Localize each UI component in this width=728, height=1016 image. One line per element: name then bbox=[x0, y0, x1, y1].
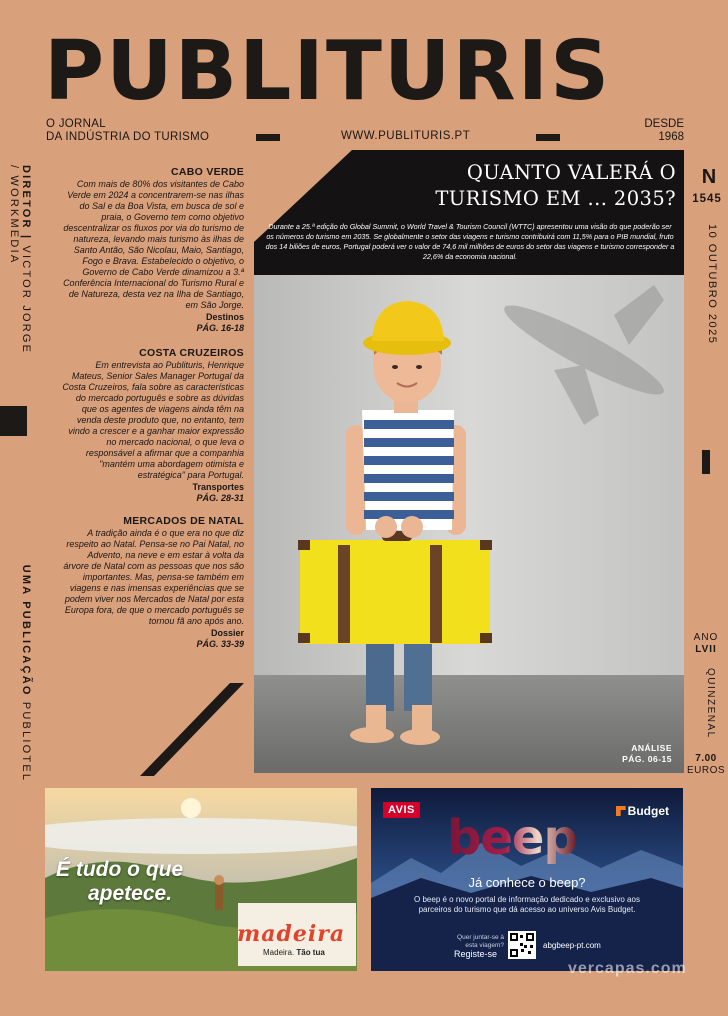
website-link[interactable]: WWW.PUBLITURIS.PT bbox=[341, 130, 471, 142]
budget-logo bbox=[616, 804, 669, 818]
tagline-line-1: O JORNAL bbox=[46, 118, 106, 130]
masthead-tagline bbox=[46, 118, 209, 144]
article-cabo-verde[interactable] bbox=[62, 167, 244, 334]
tagline-line-2: DA INDÚSTRIA DO TURISMO bbox=[46, 131, 210, 143]
decorative-slash bbox=[140, 683, 260, 776]
publication-label: UMA PUBLICAÇÃO bbox=[20, 564, 32, 697]
since-label: DESDE bbox=[644, 118, 684, 130]
madeira-tag-prefix: Madeira. bbox=[263, 948, 295, 957]
article-body: Com mais de 80% dos visitantes de Cabo Verde em 2024 a concentrarem-se nas ilhas do Sal e da Boa Vista, em busca de sol e praia, o Governo tem como objetivo descentralizar os fluxos por via do turismo de natureza, levando mais turismo às ilhas de Santo Antão, São Nicolau, Maio, Santiago, Fogo e Brava. Estabelecido o objetivo, o Governo de Cabo Verde dinamizou a 3.ª Conferência Internacional do Turismo Rural e de Natureza, desta vez na Ilha de Santiago, em São Jorge. bbox=[63, 179, 244, 310]
price-currency: EUROS bbox=[686, 765, 726, 776]
budget-icon bbox=[616, 806, 626, 816]
article-section: Destinos bbox=[205, 312, 244, 322]
article-section: Transportes bbox=[192, 482, 244, 492]
madeira-slogan bbox=[56, 858, 183, 906]
masthead-dash-left bbox=[256, 134, 280, 141]
year-label: ANO bbox=[693, 632, 719, 643]
article-title: COSTA CRUZEIROS bbox=[139, 347, 244, 359]
madeira-slogan-line-1: É tudo o que bbox=[56, 858, 184, 881]
frequency-label: QUINZENAL bbox=[705, 668, 716, 739]
year-info bbox=[688, 632, 724, 656]
beep-logo: beep bbox=[447, 810, 577, 866]
issue-date: 10 OUTUBRO 2025 bbox=[706, 224, 718, 345]
headline-line-1: QUANTO VALERÁ O bbox=[466, 161, 676, 184]
ad-avis-budget[interactable] bbox=[371, 788, 683, 971]
director-label: DIRETOR bbox=[20, 165, 32, 230]
headline-banner[interactable] bbox=[254, 150, 684, 275]
photo-pages: PÁG. 06-15 bbox=[622, 754, 672, 764]
ad-madeira[interactable] bbox=[45, 788, 357, 971]
article-body: Em entrevista ao Publituris, Henrique Mateus, Senior Sales Manager Portugal da Costa Cruzeiros, fala sobre as características do mercado português e sobre as dúvidas que os agentes de viagens ainda têm na venda deste produto que, no entanto, tem vindo a crescer e a ganhar maior expressão no mercado nacional, o que leva o responsável a afirmar que a companhia "mantém uma abordagem otimista e estratégica" para Portugal. bbox=[62, 360, 244, 480]
article-costa-cruzeiros[interactable] bbox=[62, 348, 244, 504]
beep-url[interactable]: abgbeep-pt.com bbox=[543, 941, 601, 950]
madeira-tagline bbox=[263, 948, 325, 957]
left-vertical-credits bbox=[8, 165, 32, 785]
publication-names: PUBLIOTEL / WORKMEDIA bbox=[8, 165, 32, 782]
madeira-slogan-line-2: apetece. bbox=[88, 882, 173, 905]
issue-n-label: N bbox=[701, 166, 717, 188]
headline-line-2: TURISMO EM ... 2035? bbox=[435, 187, 676, 210]
boy-with-suitcase-illustration bbox=[254, 275, 684, 773]
headline-lead: Durante a 25.ª edição do Global Summit, o World Travel & Tourism Council (WTTC) apresentou uma visão do que poderão ser os números do turismo em 2035. Se globalmente o setor das viagens e turismo contribuirá com 11,5% para o PIB mundial, fruto dos 14 biliões de euros, Portugal poderá ver o valor de 74,6 mil milhões de euros do setor das viagens e turismo corresponder a 22,6% da economia nacional. bbox=[265, 222, 675, 261]
beep-headline: Já conhece o beep? bbox=[468, 875, 586, 890]
beep-body: O beep é o novo portal de informação dedicado e exclusivo aos parceiros do turismo que dá acesso ao universo Avis Budget. bbox=[414, 895, 640, 914]
qr-code-icon[interactable] bbox=[508, 931, 536, 959]
article-section: Dossier bbox=[210, 628, 244, 638]
madeira-logo bbox=[237, 921, 345, 947]
price-info bbox=[686, 753, 726, 777]
madeira-tag-bold: Tão tua bbox=[296, 948, 325, 957]
beep-register-link[interactable]: Registe-se bbox=[454, 949, 498, 959]
photo-section: ANÁLISE bbox=[631, 743, 672, 753]
article-title: CABO VERDE bbox=[170, 166, 244, 178]
masthead-title: PUBLITURIS bbox=[44, 34, 612, 110]
avis-logo: AVIS bbox=[383, 802, 420, 818]
cover-photo[interactable] bbox=[254, 275, 684, 773]
right-edge-block bbox=[702, 450, 710, 474]
price-value: 7.00 bbox=[695, 753, 717, 764]
article-pages: PÁG. 16-18 bbox=[196, 323, 244, 333]
director-separator: | bbox=[20, 234, 32, 241]
madeira-logo-text: madeira bbox=[237, 921, 346, 947]
since-year: 1968 bbox=[658, 131, 684, 143]
article-body: A tradição ainda é o que era no que diz respeito ao Natal. Pensa-se no Pai Natal, no Advento, na neve e em estar à volta da árvore de Natal com as pessoas que nos são importantes. Mas, pensa-se também em viagens e nas imensas experiências que se podem viver nos Mercados de Natal por esta Europa fora, de que o mercado português se tornou fã ano após ano. bbox=[63, 528, 244, 626]
article-pages: PÁG. 28-31 bbox=[196, 493, 244, 503]
article-title: MERCADOS DE NATAL bbox=[123, 515, 244, 527]
headline-title bbox=[346, 160, 676, 212]
beep-question: Quer juntar-se à esta viagem? bbox=[457, 934, 504, 949]
issue-number: 1545 bbox=[692, 193, 722, 205]
article-pages: PÁG. 33-39 bbox=[196, 639, 244, 649]
watermark: vercapas.com bbox=[568, 960, 687, 977]
masthead-since bbox=[600, 118, 684, 144]
left-edge-block bbox=[0, 406, 27, 436]
photo-caption bbox=[622, 743, 672, 765]
year-value: LVII bbox=[695, 644, 717, 655]
director-name: VICTOR JORGE bbox=[20, 245, 32, 355]
budget-logo-text: Budget bbox=[627, 804, 669, 818]
masthead-dash-right bbox=[536, 134, 560, 141]
article-mercados-natal[interactable] bbox=[62, 516, 244, 650]
